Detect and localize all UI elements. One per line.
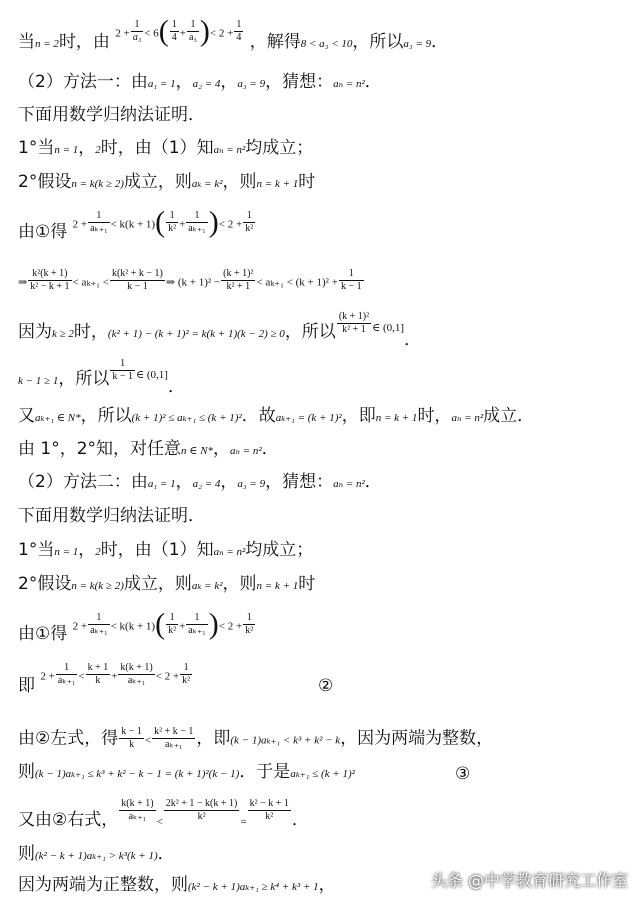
line-4: 1°当n = 1，2时，由（1）知aₙ = n²均成立； <box>18 138 314 158</box>
math: aₙ = n² <box>333 78 365 90</box>
formula-ineq: 2 + $\frac{1}{\text{a₃}}$ < 6( $\frac{1}{4}$ + $\frac{1}{\text{a₃}}$ )< 2 + $\frac{1}{4}$ <box>115 14 242 47</box>
math: n = k(k ≥ 2) <box>71 178 124 190</box>
math: a₃ = 9 <box>237 78 266 90</box>
line-20: 又由②右式， $\frac{k(k + 1)}{\text{aₖ₊₁}}$ < $\frac{\text{2k² + 1 − k(k + 1)}}{\text{k²}}$ = $\frac{\text{k² − k + 1}}{\text{k²}}$ ． <box>18 797 309 830</box>
math: a₁ = 1 <box>147 78 176 90</box>
line-3: 下面用数学归纳法证明． <box>18 105 205 125</box>
line-21: 则(k² − k + 1)aₖ₊₁ > k³(k + 1)． <box>18 844 175 864</box>
math: aₙ = n² <box>213 144 246 156</box>
line-12: （2）方法二：由a₁ = 1，a₂ = 4，a₃ = 9，猜想：aₙ = n²． <box>18 472 382 492</box>
line-18: 由②左式，得 $\frac{k - 1}{k}$ < $\frac{\text{k² + k − 1}}{\text{aₖ₊₁}}$ ，即(k − 1)aₖ₊₁ < k³ + k² − k，因为两端为整数， <box>18 726 494 750</box>
line-14: 1°当n = 1，2时，由（1）知aₙ = n²均成立； <box>18 540 314 560</box>
math: n = k + 1 <box>256 178 299 190</box>
line-6: 由①得 2 + $\frac{1}{\text{aₖ₊₁}}$ < k(k + 1)( $\frac{1}{\text{k²}}$ + $\frac{1}{\text{aₖ₊₁}}$ )< 2 + $\frac{1}{\text{k²}}$ <box>18 222 256 242</box>
math: a₃ = 9 <box>403 38 432 50</box>
math: aₖ = k² <box>191 178 223 190</box>
line-8: 因为k ≥ 2时，(k² + 1) − (k + 1)² = k(k + 1)(k − 2) ≥ 0，所以 $\frac{\text{(k + 1)²}}{\text{k² + 1}}$ $^{\in (0,1]}$． <box>18 310 422 350</box>
line-10: 又aₖ₊₁ ∈ N*，所以(k + 1)² ≤ aₖ₊₁ ≤ (k + 1)²．故aₖ₊₁ = (k + 1)²，即n = k + 1时，aₙ = n²成立． <box>18 406 535 426</box>
line-7: ⇒ $\frac{\text{k²(k + 1)}}{\text{k² − k + 1}}$ < aₖ₊₁ < $\frac{\text{k(k² + k − 1)}}{k - 1}$ ⇒ (k + 1)² − $\frac{\text{(k + 1)²}}{\text{k² + 1}}$ < aₖ₊₁ < (k + 1)² + $\frac{1}{k - 1}$ <box>18 268 362 292</box>
text: ，所以 <box>352 32 404 52</box>
math: 2 <box>95 144 101 156</box>
text: 时，由 <box>58 32 110 52</box>
line-13: 下面用数学归纳法证明． <box>18 506 205 526</box>
equation-marker: ② <box>318 676 334 696</box>
formula: 2 + $\frac{1}{\text{aₖ₊₁}}$ < k(k + 1)( $\frac{1}{\text{k²}}$ + $\frac{1}{\text{aₖ₊₁}}$ )< 2 + $\frac{1}{\text{k²}}$ <box>72 607 254 640</box>
line-22: 因为两端为正整数，则(k² − k + 1)aₖ₊₁ ≥ k⁴ + k³ + 1， <box>18 875 336 895</box>
text: ． <box>431 32 449 52</box>
line-16: 由①得 2 + $\frac{1}{\text{aₖ₊₁}}$ < k(k + 1)( $\frac{1}{\text{k²}}$ + $\frac{1}{\text{aₖ₊₁}}$ )< 2 + $\frac{1}{\text{k²}}$ <box>18 624 256 644</box>
formula: 2 + $\frac{1}{\text{aₖ₊₁}}$ < $\frac{k + 1}{k}$ + $\frac{k(k + 1)}{\text{aₖ₊₁}}$ < 2 + $\frac{1}{\text{k²}}$ <box>40 661 191 686</box>
line-11: 由 1°，2°知，对任意n ∈ N*，aₙ = n²． <box>18 439 279 459</box>
line-5: 2°假设n = k(k ≥ 2)成立，则aₖ = k²，则n = k + 1时 <box>18 172 316 192</box>
watermark: 头条 @中学教育研究工作室 <box>430 871 628 890</box>
line-19: 则(k − 1)aₖ₊₁ ≤ k³ + k² − k − 1 = (k + 1)²(k − 1)．于是aₖ₊₁ ≤ (k + 1)² ③ <box>18 762 471 784</box>
line-17: 即 2 + $\frac{1}{\text{aₖ₊₁}}$ < $\frac{k + 1}{k}$ + $\frac{k(k + 1)}{\text{aₖ₊₁}}$ < 2 + $\frac{1}{\text{k²}}$ ② <box>18 661 334 696</box>
math-n: n = 2 <box>35 38 59 50</box>
equation-marker: ③ <box>455 764 471 784</box>
line-15: 2°假设n = k(k ≥ 2)成立，则aₖ = k²，则n = k + 1时 <box>18 574 316 594</box>
line-9: k − 1 ≥ 1，所以 $\frac{1}{k - 1}$ $^{\in (0,1]}$． <box>18 357 185 397</box>
line-1 <box>18 14 449 54</box>
text: （2）方法一：由 <box>18 72 148 92</box>
math: a₂ = 4 <box>192 78 221 90</box>
text: 当 <box>18 32 35 52</box>
math: n = 1 <box>54 144 79 156</box>
formula: 2 + $\frac{1}{\text{aₖ₊₁}}$ < k(k + 1)( $\frac{1}{\text{k²}}$ + $\frac{1}{\text{aₖ₊₁}}$ )< 2 + $\frac{1}{\text{k²}}$ <box>72 205 254 238</box>
line-2: （2）方法一：由a₁ = 1，a₂ = 4，a₃ = 9，猜想：aₙ = n²． <box>18 72 382 92</box>
math: 8 < a₃ < 10 <box>300 38 353 50</box>
text: ，解得 <box>249 32 301 52</box>
